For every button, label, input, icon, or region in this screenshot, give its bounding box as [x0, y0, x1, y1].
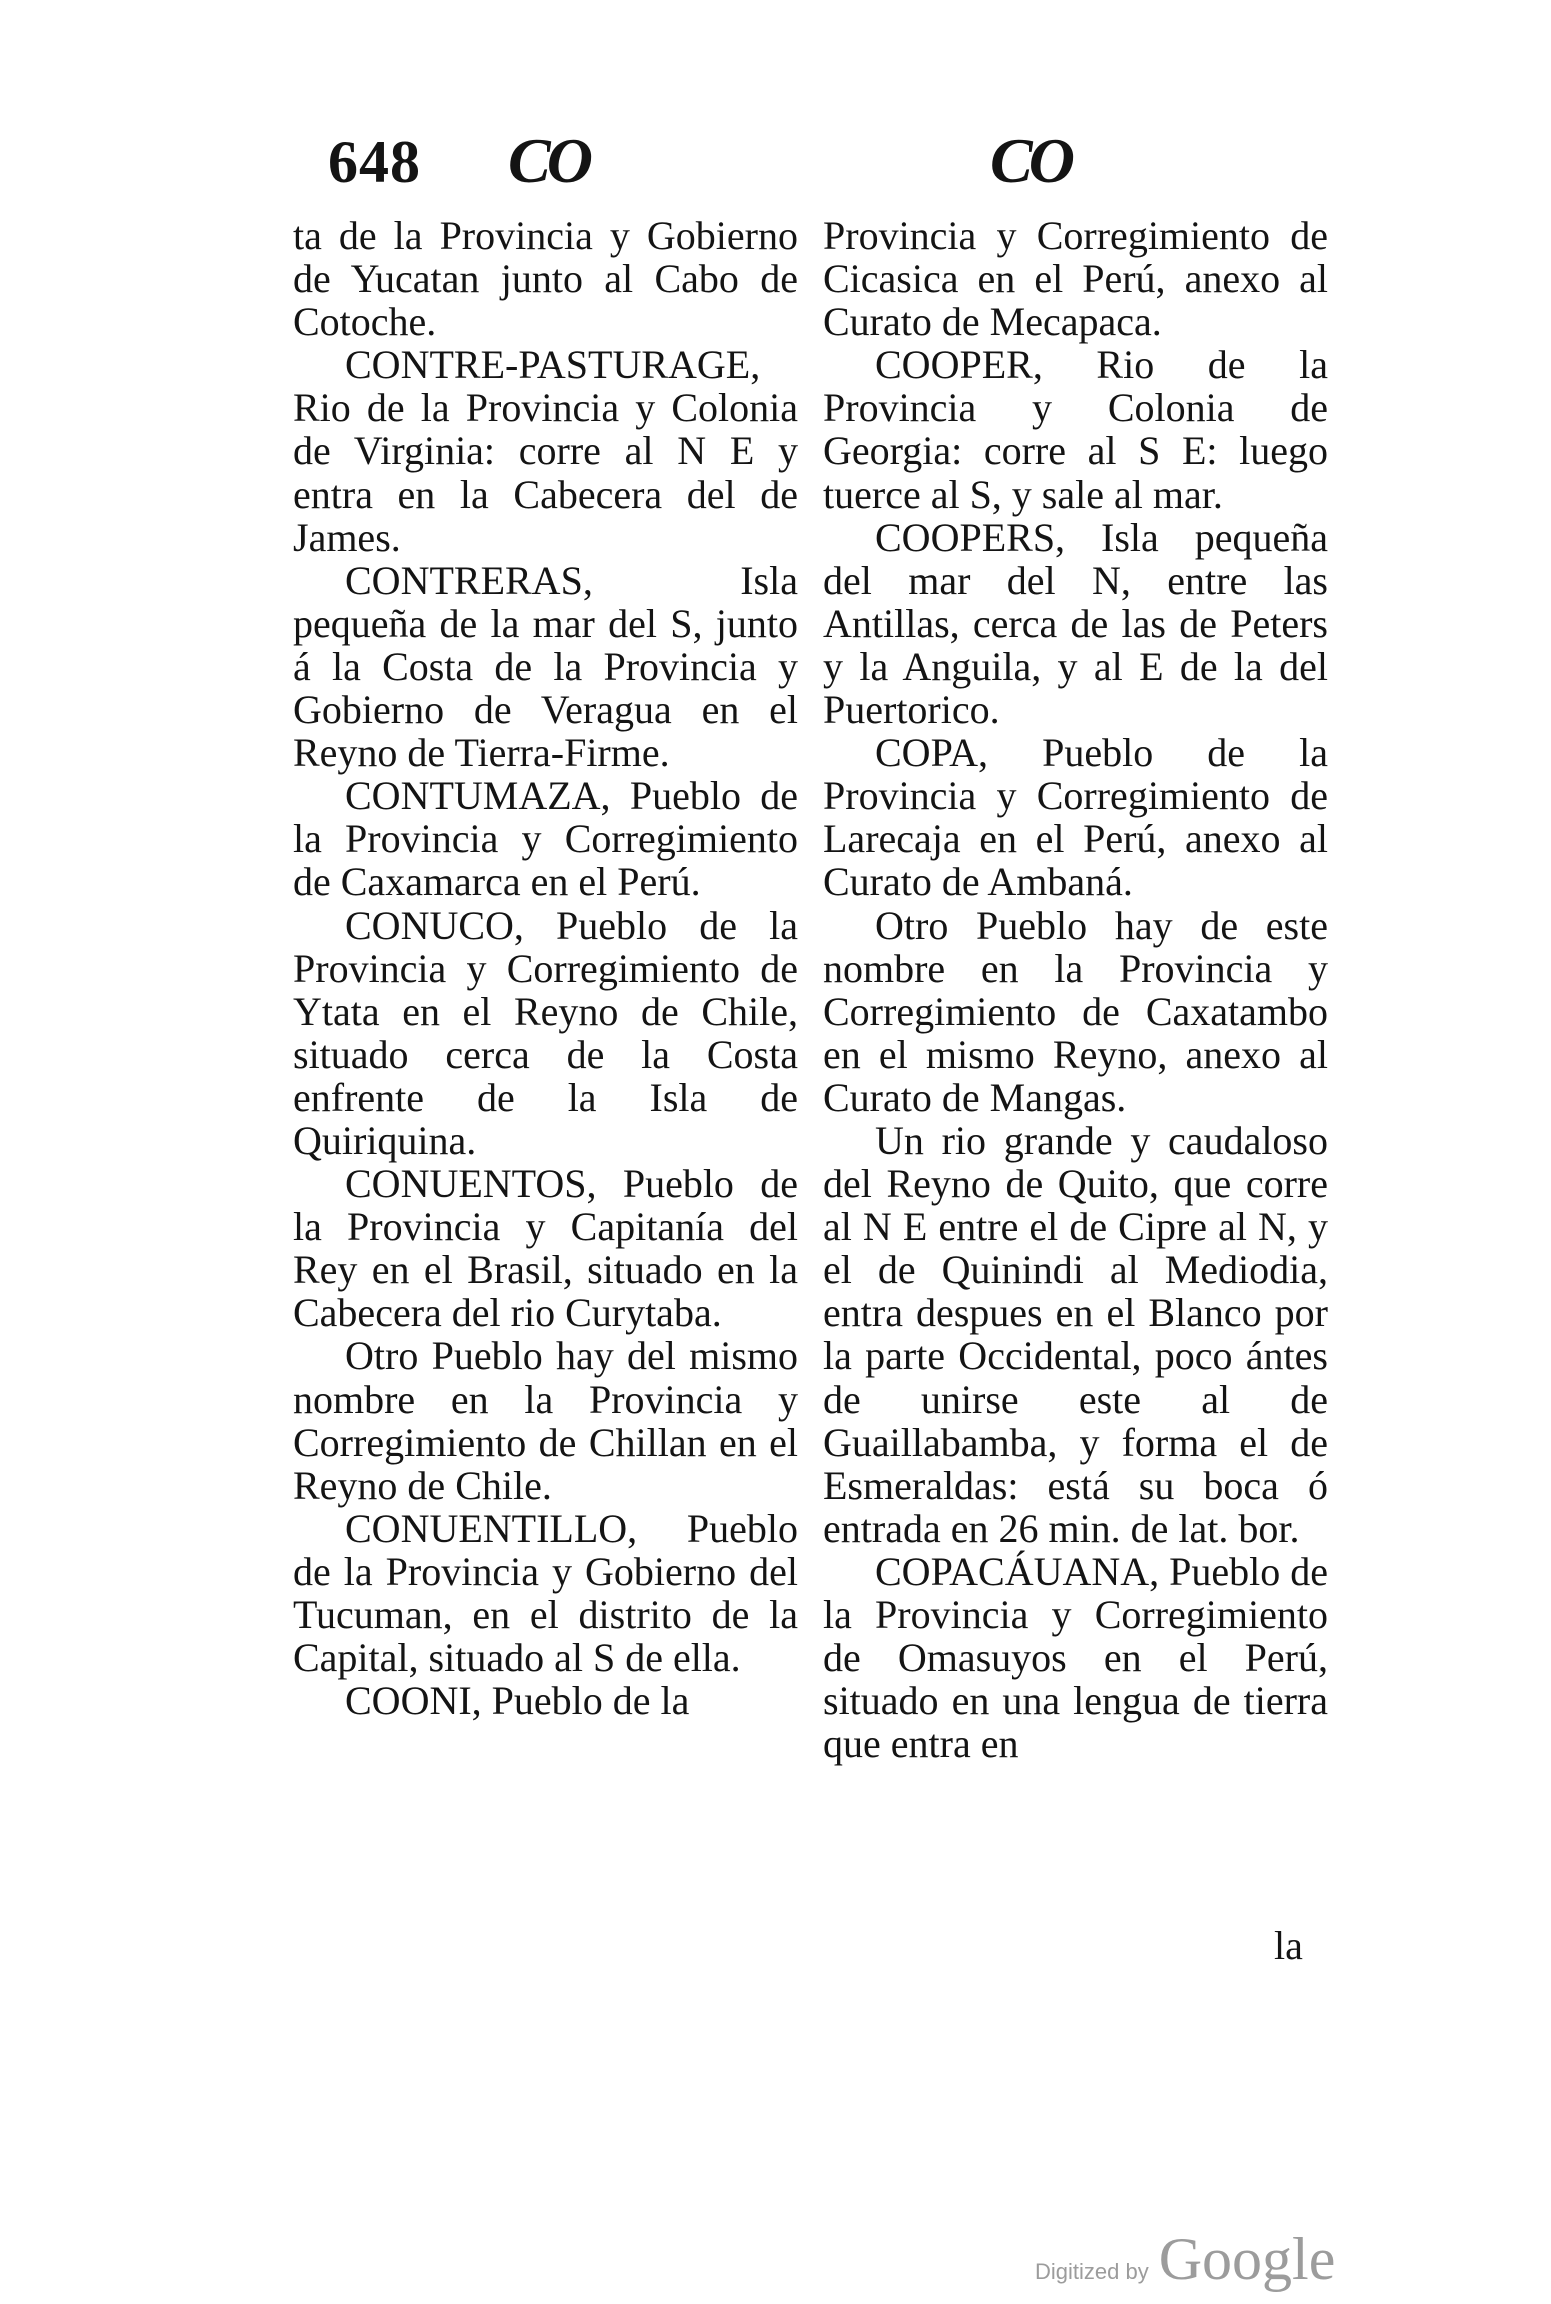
entry-cooni-continuation: Provincia y Corregimiento de Cicasica en el Perú, anexo al Curato de Mecapaca. [823, 213, 1328, 345]
catchword: la [1274, 1923, 1303, 1968]
entry-cooper: COOPER, Rio de la Provincia y Colonia de Georgia: corre al S E: luego tuerce al S, y sale al mar. [823, 342, 1328, 517]
left-text-column [293, 214, 798, 1722]
entry-copa-rio: Un rio grande y caudaloso del Reyno de Quito, que corre al N E entre el de Cipre al N, y el de Quinindi al Mediodia, entra despues en el Blanco por la parte Occidental, poco ántes de unirse este al de Guaillabamba, y forma el de Esmeraldas: está su boca ó entrada en 26 min. de lat. bor. [823, 1117, 1328, 1551]
entry-cooni: COONI, Pueblo de la [345, 1678, 690, 1724]
page-number: 648 [328, 129, 421, 195]
entry-conuco: CONUCO, Pueblo de la Provincia y Corregimiento de Ytata en el Reyno de Chile, situado cerca de la Costa enfrente de la Isla de Quiriquina. [293, 902, 798, 1163]
right-text-column [823, 214, 1328, 1765]
entry-conuentillo: CONUENTILLO, Pueblo de la Provincia y Gobierno del Tucuman, en el distrito de la Capital, situado al S de ella. [293, 1505, 798, 1681]
running-head-left: CO [508, 125, 589, 196]
digitized-footer [1035, 2225, 1335, 2295]
entry-copa-otro: Otro Pueblo hay de este nombre en la Provincia y Corregimiento de Caxatambo en el mismo Reyno, anexo al Curato de Mangas. [823, 902, 1328, 1120]
entry-contre-pasturage: CONTRE-PASTURAGE, Rio de la Provincia y Colonia de Virginia: corre al N E y entra en la Cabecera del de James. [293, 342, 798, 560]
running-head-right: CO [990, 125, 1071, 196]
entry-conuentos-otro: Otro Pueblo hay del mismo nombre en la Provincia y Corregimiento de Chillan en el Reyno de Chile. [293, 1333, 798, 1508]
page-header [290, 125, 1330, 210]
entry-copacauana: COPACÁUANA, Pueblo de la Provincia y Corregimiento de Omasuyos en el Perú, situado en una lengua de tierra que entra en [823, 1548, 1329, 1767]
entry-continuation: ta de la Provincia y Gobierno de Yucatan junto al Cabo de Cotoche. [293, 213, 798, 345]
google-logo: Google [1158, 2226, 1336, 2292]
entry-coopers: COOPERS, Isla pequeña del mar del N, entre las Antillas, cerca de las de Peters y la Anguila, y al E de la del Puertorico. [823, 514, 1328, 733]
digitized-by-text: Digitized by [1035, 2259, 1149, 2284]
entry-contreras: CONTRERAS, Isla pequeña de la mar del S, junto á la Costa de la Provincia y Gobierno de Veragua en el Reyno de Tierra-Firme. [293, 557, 798, 776]
entry-contumaza: CONTUMAZA, Pueblo de la Provincia y Corregimiento de Caxamarca en el Perú. [293, 773, 798, 905]
entry-copa: COPA, Pueblo de la Provincia y Corregimiento de Larecaja en el Perú, anexo al Curato de Ambaná. [823, 730, 1328, 905]
entry-conuentos: CONUENTOS, Pueblo de la Provincia y Capitanía del Rey en el Brasil, situado en la Cabecera del rio Curytaba. [293, 1161, 798, 1336]
